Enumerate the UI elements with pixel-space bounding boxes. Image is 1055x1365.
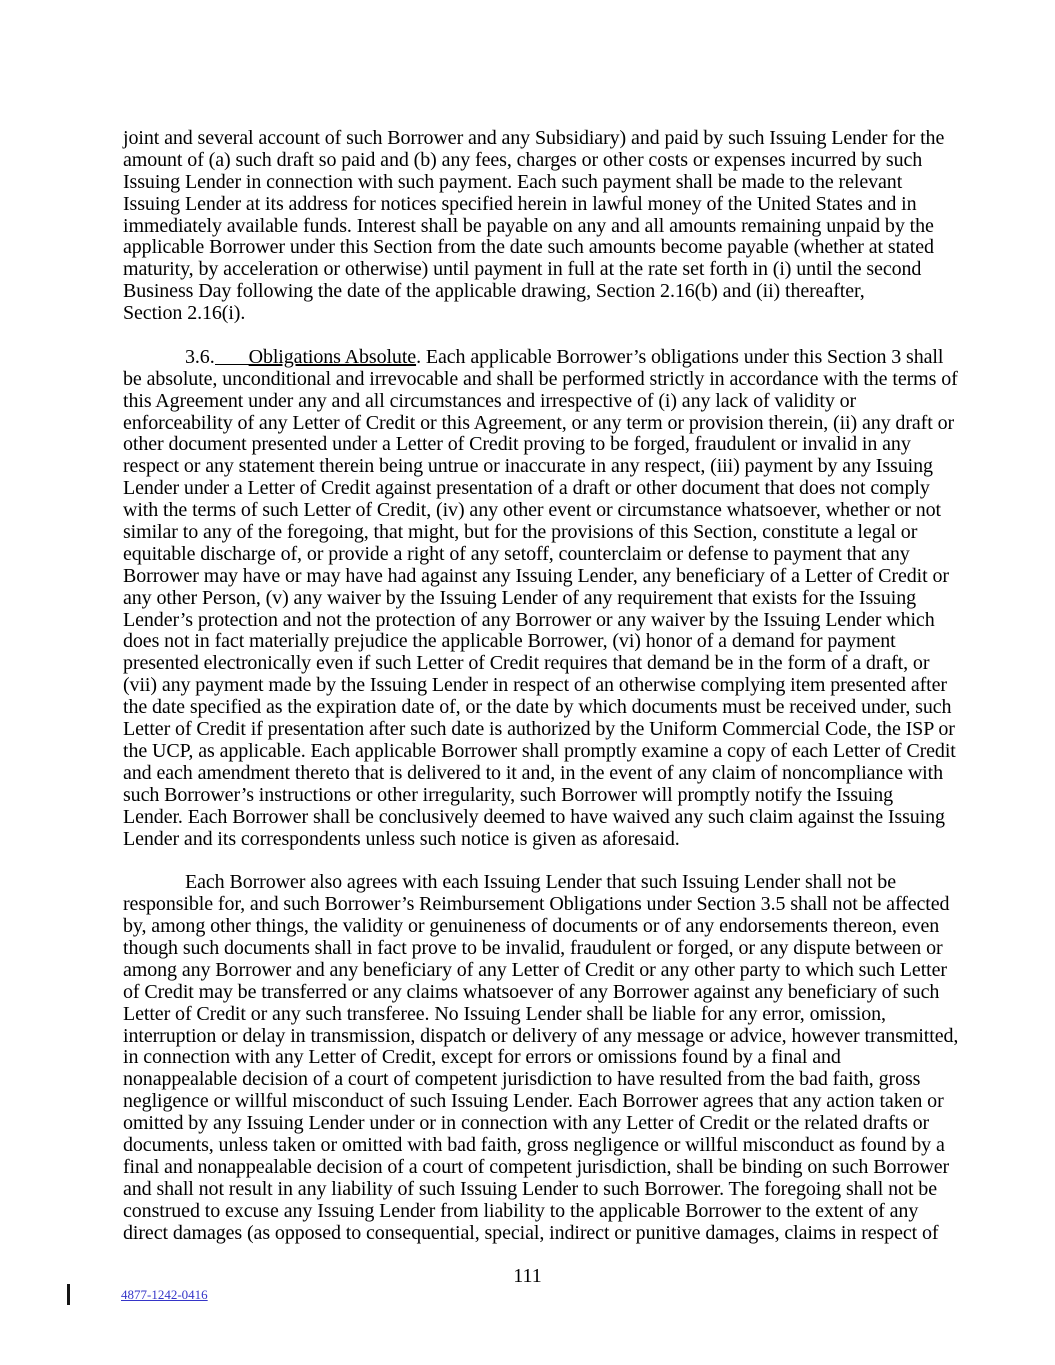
text-line: respect or any statement therein being untrue or inaccurate in any respect, (iii) payment by any Issuing [123,455,933,478]
text-line: Lender. Each Borrower shall be conclusively deemed to have waived any such claim against the Issuing [123,805,945,828]
text-line: Letter of Credit if presentation after such date is authorized by the Uniform Commercial Code, the ISP or [123,718,955,741]
heading-line-rest: . Each applicable Borrower’s obligations under this Section 3 shall [416,345,944,368]
text-line: Lender and its correspondents unless such notice is given as aforesaid. [123,827,680,850]
text-line: interruption or delay in transmission, dispatch or delivery of any message or advice, however transmitted, [123,1024,959,1047]
text-line: Lender under a Letter of Credit against presentation of a draft or other document that does not comply [123,477,930,500]
text-line: and each amendment thereto that is delivered to it and, in the event of any claim of noncompliance with [123,761,943,784]
text-line: similar to any of the foregoing, that might, but for the provisions of this Section, constitute a legal or [123,521,918,544]
text-line: the date specified as the expiration date of, or the date by which documents must be received under, such [123,696,952,719]
paragraph-borrower-agreement-liability [123,871,959,1244]
text-line: Section 2.16(i). [123,302,246,325]
text-line: maturity, by acceleration or otherwise) until payment in full at the rate set forth in (i) until the second [123,258,922,281]
text-line: though such documents shall in fact prove to be invalid, fraudulent or forged, or any dispute between or [123,936,943,959]
paragraph-reimbursement-continuation [123,127,945,325]
change-bar [67,1284,70,1305]
text-line: Issuing Lender in connection with such payment. Each such payment shall be made to the relevant [123,170,903,193]
text-line: equitable discharge of, or provide a right of any setoff, counterclaim or defense to payment that any [123,542,910,565]
text-line: direct damages (as opposed to consequential, special, indirect or punitive damages, claims in respect of [123,1221,939,1244]
underlined-tab [215,364,249,365]
text-line: final and nonappealable decision of a court of competent jurisdiction, shall be binding on such Borrower [123,1155,950,1178]
section-heading: Obligations Absolute [248,345,417,368]
text-line: among any Borrower and any beneficiary of any Letter of Credit or any other party to which such Letter [123,958,947,981]
text-line: Issuing Lender at its address for notices specified herein in lawful money of the United States and in [123,192,917,215]
text-line: Borrower may have or may have had against any Issuing Lender, any beneficiary of a Letter of Credit or [123,564,949,587]
text-line: documents, unless taken or omitted with bad faith, gross negligence or willful misconduct as found by a [123,1133,945,1156]
section-number: 3.6. [185,345,215,368]
text-line: Each Borrower also agrees with each Issuing Lender that such Issuing Lender shall not be [185,871,896,894]
section-heading-line [123,345,944,369]
text-line: joint and several account of such Borrower and any Subsidiary) and paid by such Issuing Lender for the [123,127,945,149]
text-line: of Credit may be transferred or any claims whatsoever of any Borrower against any beneficiary of such [123,980,940,1003]
text-line: amount of (a) such draft so paid and (b) any fees, charges or other costs or expenses incurred by such [123,148,923,171]
text-line: omitted by any Issuing Lender under or in connection with any Letter of Credit or the related drafts or [123,1112,930,1135]
paragraph-section-3-6-obligations-absolute [123,345,958,850]
text-line: be absolute, unconditional and irrevocable and shall be performed strictly in accordance with the terms of [123,367,958,390]
text-line: such Borrower’s instructions or other irregularity, such Borrower will promptly notify the Issuing [123,783,894,806]
text-line: negligence or willful misconduct of such Issuing Lender. Each Borrower agrees that any action taken or [123,1090,944,1113]
text-line: nonappealable decision of a court of competent jurisdiction to have resulted from the bad faith, gross [123,1068,921,1091]
text-line: construed to excuse any Issuing Lender from liability to the applicable Borrower to the extent of any [123,1199,919,1222]
text-line: by, among other things, the validity or genuineness of documents or of any endorsements thereon, even [123,915,940,938]
text-line: Business Day following the date of the applicable drawing, Section 2.16(b) and (ii) thereafter, [123,280,865,303]
document-id-stamp: 4877-1242-0416 [121,1287,208,1302]
text-line: in connection with any Letter of Credit, except for errors or omissions found by a final and [123,1046,841,1069]
text-line: (vii) any payment made by the Issuing Lender in respect of an otherwise complying item presented after [123,674,947,697]
text-line: other document presented under a Letter of Credit proving to be forged, fraudulent or invalid in any [123,433,911,456]
text-line: does not in fact materially prejudice the applicable Borrower, (vi) honor of a demand for payment [123,630,896,653]
text-line: this Agreement under any and all circumstances and irrespective of (i) any lack of validity or [123,389,857,412]
text-line: enforceability of any Letter of Credit or this Agreement, or any term or provision therein, (ii) any draft or [123,411,955,434]
text-line: any other Person, (v) any waiver by the Issuing Lender of any requirement that exists for the Issuing [123,586,917,609]
text-line: the UCP, as applicable. Each applicable Borrower shall promptly examine a copy of each Letter of Credit [123,739,956,762]
text-line: Lender’s protection and not the protection of any Borrower or any waiver by the Issuing Lender which [123,608,935,631]
text-line: and shall not result in any liability of such Issuing Lender to such Borrower. The foregoing shall not be [123,1177,937,1200]
text-line: applicable Borrower under this Section from the date such amounts become payable (whether at stated [123,236,934,259]
text-line: immediately available funds. Interest shall be payable on any and all amounts remaining unpaid by the [123,214,934,237]
text-line: responsible for, and such Borrower’s Reimbursement Obligations under Section 3.5 shall not be affected [123,893,950,916]
text-line: with the terms of such Letter of Credit, (iv) any other event or circumstance whatsoever, whether or not [123,499,941,522]
text-line: Letter of Credit or any such transferee. No Issuing Lender shall be liable for any error, omission, [123,1002,886,1025]
document-body [123,127,959,1244]
page-number: 111 [513,1265,542,1287]
text-line: presented electronically even if such Letter of Credit requires that demand be in the form of a draft, or [123,652,930,675]
